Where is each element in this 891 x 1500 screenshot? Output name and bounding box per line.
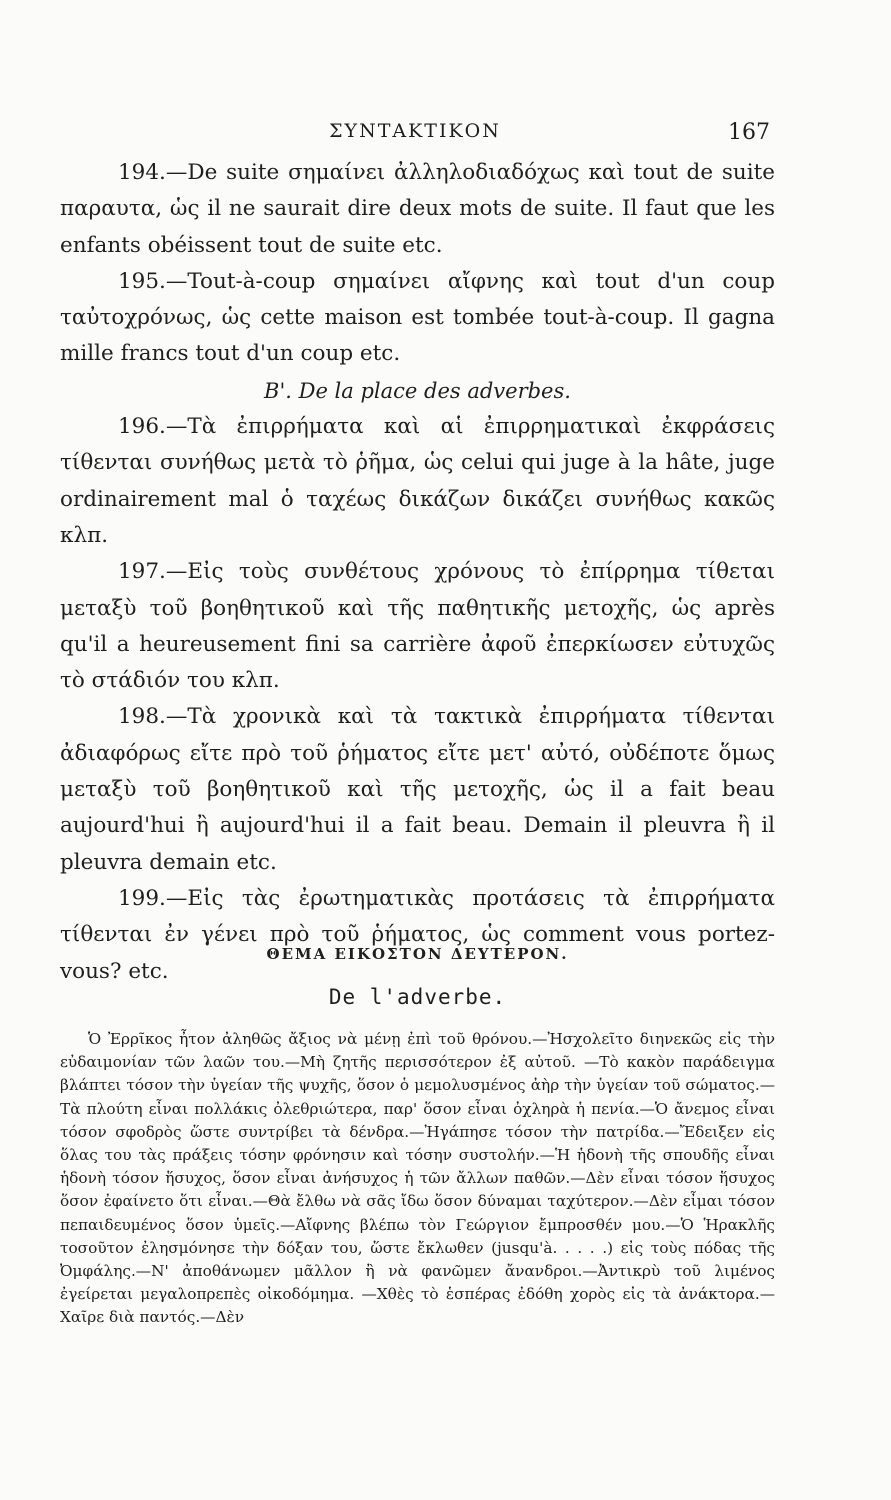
paragraph-196: 196.—Τὰ ἐπιρρήματα καὶ αἱ ἐπιρρηματικαὶ ἐκφράσεις τίθενται συνήθως μετὰ τὸ ῥῆμα, ὡς celui qui juge à la hâte, juge ordinairement mal ὁ ταχέως δικάζων δικάζει συνήθως κακῶς κλπ. — [60, 414, 775, 548]
page-number: 167 — [728, 120, 770, 145]
section-heading: Β'. De la place des adverbes. — [264, 378, 571, 403]
paragraph-198: 198.—Τὰ χρονικὰ καὶ τὰ τακτικὰ ἐπιρρήματα τίθενται ἀδιαφόρως εἴτε πρὸ τοῦ ῥήματος εἴτε μετ' αὐτό, οὐδέποτε ὅμως μεταξὺ τοῦ βοηθητικοῦ καὶ τῆς μετοχῆς, ὡς il a fait beau aujourd'hui ἢ aujourd'hui il a fait beau. Demain il pleuvra ἢ il pleuvra demain etc. — [60, 704, 775, 875]
paragraph-199: 199.—Εἰς τὰς ἐρωτηματικὰς προτάσεις τὰ ἐπιρρήματα τίθενται ἐν γένει πρὸ τοῦ ῥήματος, ὡς comment vous portez-vous? etc. — [60, 885, 775, 984]
page-header — [60, 120, 770, 150]
main-text — [60, 155, 775, 990]
exercise-text — [60, 1028, 775, 1330]
theme-title: ΘΕΜΑ ΕΙΚΟΣΤΟΝ ΔΕΥΤΕΡΟΝ. — [266, 945, 569, 963]
exercise-subtitle: De l'adverbe. — [328, 985, 507, 1009]
paragraph-194: 194.—De suite σημαίνει ἀλληλοδιαδόχως καὶ tout de suite παραυτα, ὡς il ne saurait dire deux mots de suite. Il faut que les enfants obéissent tout de suite etc. — [60, 160, 775, 258]
paragraph-197: 197.—Εἰς τοὺς συνθέτους χρόνους τὸ ἐπίρρημα τίθεται μεταξὺ τοῦ βοηθητικοῦ καὶ τῆς παθητικῆς μετοχῆς, ὡς après qu'il a heureusement fini sa carrière ἀφοῦ ἐπερκίωσεν εὐτυχῶς τὸ στάδιόν του κλπ. — [60, 559, 775, 694]
paragraph-195: 195.—Tout-à-coup σημαίνει αἴφνης καὶ tout d'un coup ταὐτοχρόνως, ὡς cette maison est tombée tout-à-coup. Il gagna mille francs tout d'un coup etc. — [60, 268, 775, 367]
running-title: ΣΥΝΤΑΚΤΙΚΟΝ — [329, 120, 501, 142]
exercise-paragraph: Ὁ Ἐρρῖκος ἦτον ἀληθῶς ἄξιος νὰ μένῃ ἐπὶ τοῦ θρόνου.—Ἠσχολεῖτο διηνεκῶς εἰς τὴν εὐδαιμονίαν τῶν λαῶν του.—Μὴ ζητῆς περισσότερον ἐξ αὐτοῦ. —Τὸ κακὸν παράδειγμα βλάπτει τόσον τὴν ὑγείαν τῆς ψυχῆς, ὅσον ὁ μεμολυσμένος ἀὴρ τὴν ὑγείαν τοῦ σώματος.—Τὰ πλούτη εἶναι πολλάκις ὀλεθριώτερα, παρ' ὅσον εἶναι ὀχληρὰ ἡ πενία.—Ὁ ἄνεμος εἶναι τόσον σφοδρὸς ὥστε συντρίβει τὰ δένδρα.—Ἠγάπησε τόσον τὴν πατρίδα.—Ἔδειξεν εἰς ὅλας του τὰς πράξεις τόσην φρόνησιν καὶ τόσην συστολήν.—Ἡ ἡδονὴ τῆς σπουδῆς εἶναι ἡδονὴ τόσον ἥσυχος, ὅσον εἶναι ἀνήσυχος ἡ τῶν ἄλλων παθῶν.—Δὲν εἶναι τόσον ἥσυχος ὅσον ἐφαίνετο ὅτι εἶναι.—Θὰ ἔλθω νὰ σᾶς ἴδω ὅσον δύναμαι ταχύτερον.—Δὲν εἶμαι τόσον πεπαιδευμένος ὅσον ὑμεῖς.—Αἴφνης βλέπω τὸν Γεώργιον ἔμπροσθέν μου.—Ὁ Ἡρακλῆς τοσοῦτον ἐλησμόνησε τὴν δόξαν του, ὥστε ἔκλωθεν (jusqu'à. . . . .) εἰς τοὺς πόδας τῆς Ὀμφάλης.—Ν' ἀποθάνωμεν μᾶλλον ἢ νὰ φανῶμεν ἄνανδροι.—Ἀντικρὺ τοῦ λιμένος ἐγείρεται μεγαλοπρεπὲς οἰκοδόμημα. —Χθὲς τὸ ἑσπέρας ἐδόθη χορὸς εἰς τὰ ἀνάκτορα.—Χαῖρε διὰ παντός.—Δὲν — [60, 1030, 775, 1327]
